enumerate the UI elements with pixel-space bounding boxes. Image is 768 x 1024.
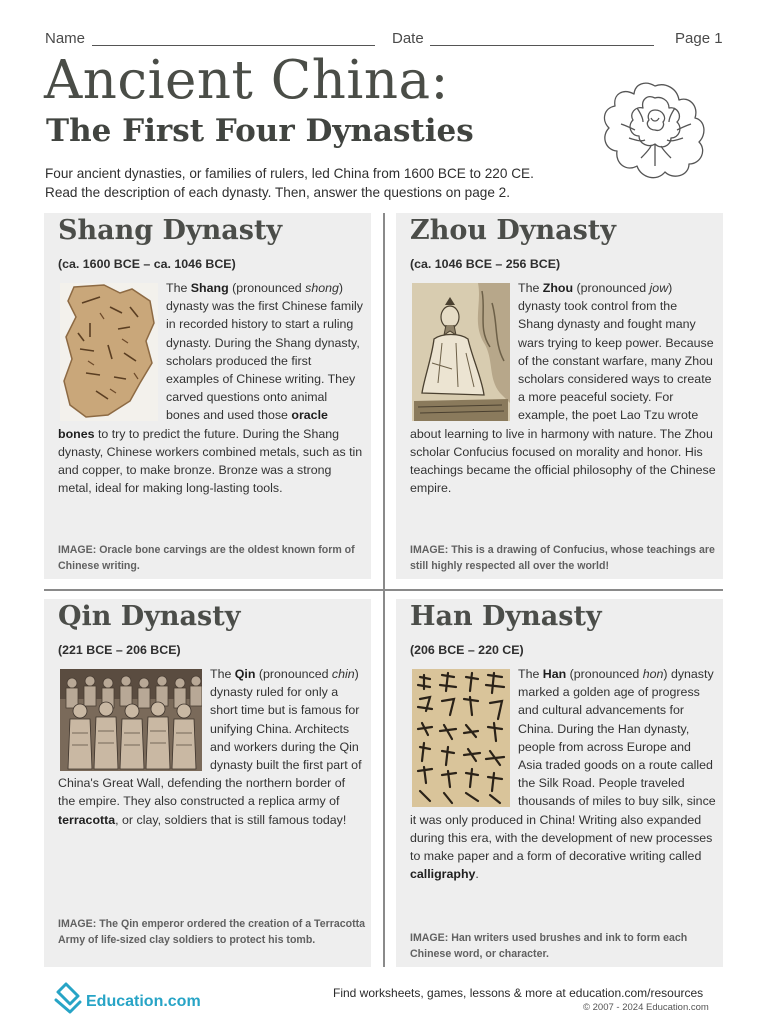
zhou-description: The Zhou (pronounced jow) dynasty took control from the Shang dynasty and fought many wars trying to keep power. Because of the constant warfare, many Zhou scholars considered ways to create a more peaceful society. For example, the poet Lao Tzu wrote about learning to live in harmony with nature. The Zhou scholar Confucius focused on morality and honor. His teachings became the official philosophy of the Chinese empire.	[410, 281, 716, 496]
shang-bold-name: Shang	[190, 281, 229, 295]
qin-dynasty-panel	[44, 599, 371, 967]
han-calligraphy-image	[412, 669, 510, 807]
qin-bold-name: Qin	[234, 667, 256, 681]
page-number: Page 1	[675, 30, 723, 47]
footer-copyright: © 2007 - 2024 Education.com	[583, 1002, 709, 1013]
qin-dates: (221 BCE – 206 BCE)	[58, 643, 181, 657]
shang-title: Shang Dynasty	[58, 215, 283, 246]
shang-description: The Shang (pronounced shong) dynasty was the first Chinese family in recorded history to start a ruling dynasty. During the Shang dynasty, scholars produced the first examples of Chinese writing. They carved questions onto animal bones and used those oracle bones to try to predict the future. During the Shang dynasty, Chinese workers combined metals, such as tin and copper, to make bronze. Bronze was a strong metal, ideal for making long-lasting tools.	[58, 281, 363, 496]
oracle-bones-term: oracle bones	[58, 408, 328, 441]
worksheet-header	[45, 30, 725, 50]
shang-dynasty-panel	[44, 213, 371, 579]
confucius-drawing-image	[412, 283, 510, 421]
han-caption: IMAGE: Han writers used brushes and ink to form each Chinese word, or character.	[410, 932, 688, 960]
shang-dates: (ca. 1600 BCE – ca. 1046 BCE)	[58, 257, 236, 271]
date-line	[430, 45, 654, 46]
qin-title: Qin Dynasty	[58, 601, 241, 632]
han-description: The Han (pronounced hon) dynasty marked a golden age of progress and cultural advancements for China. During the Han dynasty, people from across Europe and Asia traded goods on a route called the Silk Road. People traveled thousands of miles to buy silk, since it was only produced in China! Writing also expanded during this era, with the development of new processes to make paper and a form of decorative writing called calligraphy.	[410, 667, 716, 882]
intro-text	[45, 164, 725, 202]
zhou-bold-name: Zhou	[542, 281, 574, 295]
zhou-dynasty-panel	[396, 213, 723, 579]
calligraphy-term: calligraphy	[410, 867, 476, 882]
han-dates: (206 BCE – 220 CE)	[410, 643, 524, 657]
han-title: Han Dynasty	[410, 601, 602, 632]
qin-caption: IMAGE: The Qin emperor ordered the creation of a Terracotta Army of life-sized clay soldiers to protect his tomb.	[58, 918, 366, 946]
name-line	[92, 45, 375, 46]
oracle-bone-image	[60, 283, 158, 421]
logo-text: Education.com	[86, 993, 201, 1010]
han-dynasty-panel	[396, 599, 723, 967]
qin-description: The Qin (pronounced chin) dynasty ruled for only a short time but is famous for unifying China. Architects and workers during the Qin dynasty built the first part of China's Great Wall, defending the northern border of the empire. They also constructed a replica army of terracotta, or clay, soldiers that is still famous today!	[58, 667, 362, 827]
shang-caption: IMAGE: Oracle bone carvings are the oldest known form of Chinese writing.	[58, 544, 355, 572]
page-title: Ancient China:	[44, 50, 449, 111]
education-com-logo[interactable]	[52, 980, 212, 1014]
education-logo-icon	[52, 980, 84, 1014]
zhou-caption: IMAGE: This is a drawing of Confucius, whose teachings are still highly respected all over the world!	[410, 544, 715, 572]
intro-line-2: Read the description of each dynasty. Then, answer the questions on page 2.	[45, 185, 511, 200]
zhou-title: Zhou Dynasty	[410, 215, 616, 246]
page-subtitle: The First Four Dynasties	[46, 113, 474, 149]
zhou-dates: (ca. 1046 BCE – 256 BCE)	[410, 257, 561, 271]
terracotta-army-image	[60, 669, 202, 771]
terracotta-term: terracotta	[58, 812, 116, 827]
han-bold-name: Han	[542, 667, 567, 681]
intro-line-1: Four ancient dynasties, or families of rulers, led China from 1600 BCE to 220 CE.	[45, 166, 534, 181]
footer-tagline: Find worksheets, games, lessons & more at education.com/resources	[333, 986, 704, 1000]
horizontal-divider	[44, 589, 723, 591]
date-label: Date	[392, 30, 424, 47]
name-label: Name	[45, 30, 86, 47]
